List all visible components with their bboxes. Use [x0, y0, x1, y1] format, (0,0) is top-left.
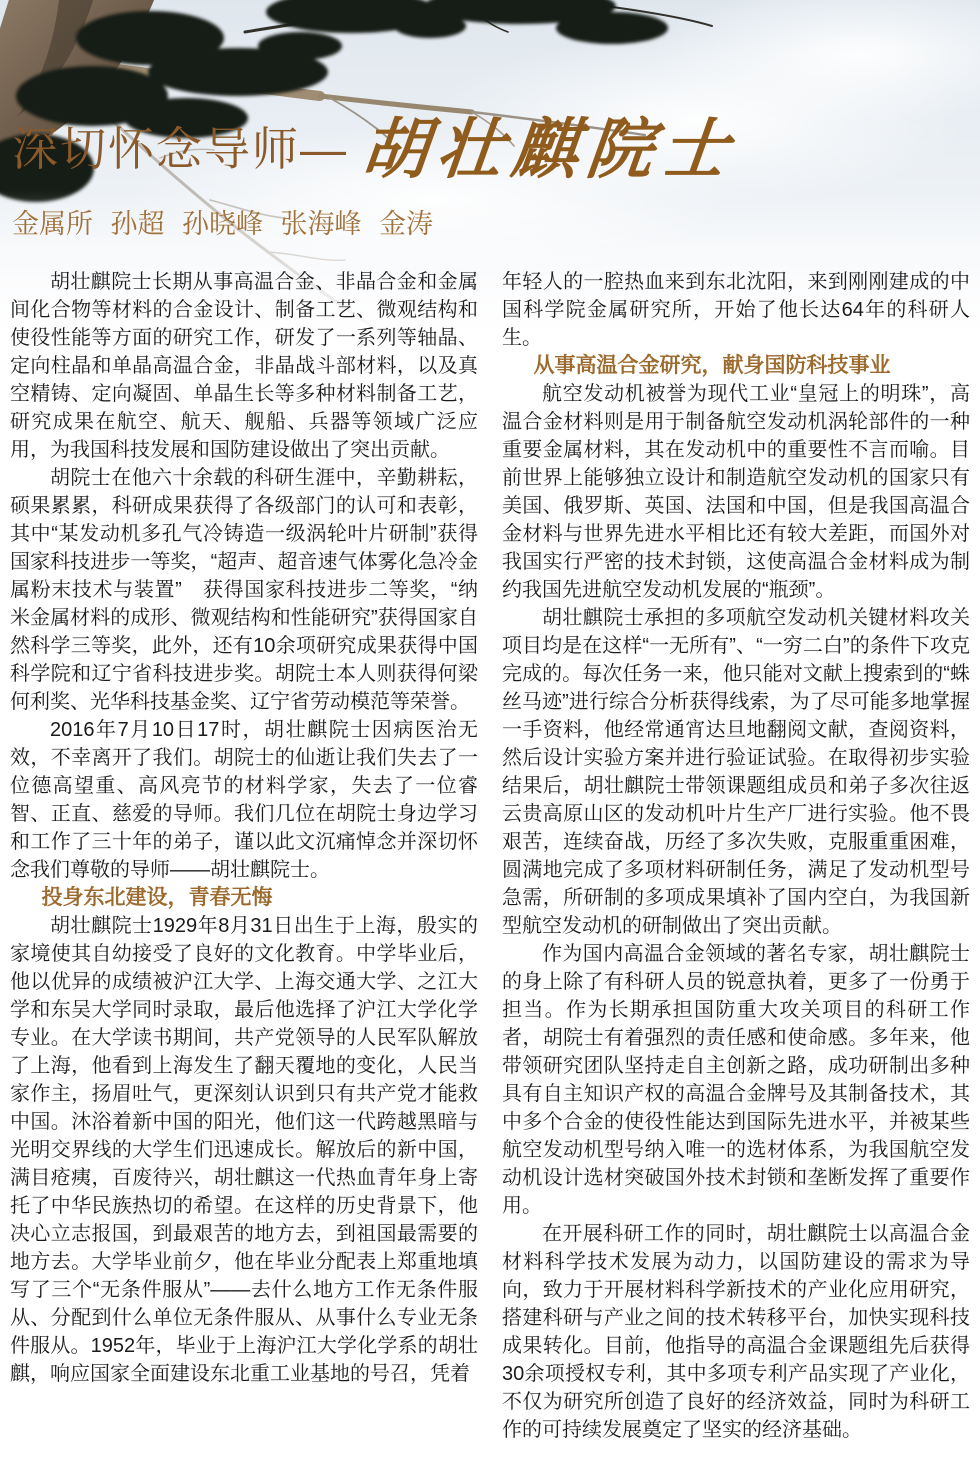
left-column [10, 268, 478, 1444]
paragraph: 航空发动机被誉为现代工业“皇冠上的明珠”，高温合金材料则是用于制备航空发动机涡轮部件的一种重要金属材料，其在发动机中的重要性不言而喻。目前世界上能够独立设计和制造航空发动机的国家只有美国、俄罗斯、英国、法国和中国，但是我国高温合金材料与世界先进水平相比还有较大差距，而国外对我国实行严密的技术封锁，这使高温合金材料成为制约我国先进航空发动机发展的“瓶颈”。 [502, 383, 970, 601]
paragraph: 胡壮麒院士1929年8月31日出生于上海，殷实的家境使其自幼接受了良好的文化教育。中学毕业后，他以优异的成绩被沪江大学、上海交通大学、之江大学和东吴大学同时录取，最后他选择了沪江大学化学专业。在大学读书期间，共产党领导的人民军队解放了上海，他看到上海发生了翻天覆地的变化，人民当家作主，扬眉吐气，更深刻认识到只有共产党才能救中国。沐浴着新中国的阳光，他们这一代跨越黑暗与光明交界线的大学生们迅速成长。解放后的新中国，满目疮痍，百废待兴，胡壮麒这一代热血青年身上寄托了中华民族热切的希望。在这样的历史背景下，他决心立志报国，到最艰苦的地方去，到祖国最需要的地方去。大学毕业前夕，他在毕业分配表上郑重地填写了三个“无条件服从”——去什么地方工作无条件服从、分配到什么单位无条件服从、从事什么专业无条件服从。1952年，毕业于上海沪江大学化学系的胡壮麒，响应国家全面建设东北重工业基地的号召，凭着 [10, 915, 478, 1385]
paragraph-continuation: 年轻人的一腔热血来到东北沈阳，来到刚刚建成的中国科学院金属研究所，开始了他长达64年的科研人生。 [502, 271, 970, 349]
page-title [12, 110, 742, 188]
title-prefix: 深切怀念导师— [12, 123, 348, 175]
section-heading-northeast: 投身东北建设，青春无悔 [41, 886, 273, 909]
paragraph: 在开展科研工作的同时，胡壮麒院士以高温合金材料科学技术发展为动力，以国防建设的需求为导向，致力于开展材料科学新技术的产业化应用研究，搭建科研与产业之间的技术转移平台，加快实现科技成果转化。目前，他指导的高温合金课题组先后获得30余项授权专利，其中多项专利产品实现了产业化，不仅为研究所创造了良好的经济效益，同时为科研工作的可持续发展奠定了坚实的经济基础。 [502, 1223, 970, 1441]
right-column [502, 268, 970, 1444]
paragraph: 作为国内高温合金领域的著名专家，胡壮麒院士的身上除了有科研人员的锐意执着，更多了一份勇于担当。作为长期承担国防重大攻关项目的科研工作者，胡院士有着强烈的责任感和使命感。多年来，他带领研究团队坚持走自主创新之路，成功研制出多种具有自主知识产权的高温合金牌号及其制备技术，其中多个合金的使役性能达到国际先进水平，并被某些航空发动机型号纳入唯一的选材体系，为我国航空发动机设计选材突破国外技术封锁和垄断发挥了重要作用。 [502, 943, 970, 1217]
paragraph: 胡壮麒院士长期从事高温合金、非晶合金和金属间化合物等材料的合金设计、制备工艺、微观结构和使役性能等方面的研究工作，研发了一系列等轴晶、定向柱晶和单晶高温合金，非晶战斗部材料，以及真空精铸、定向凝固、单晶生长等多种材料制备工艺，研究成果在航空、航天、舰船、兵器等领域广泛应用，为我国科技发展和国防建设做出了突出贡献。 [10, 271, 478, 461]
article-body [10, 268, 970, 1444]
paragraph: 2016年7月10日17时，胡壮麒院士因病医治无效，不幸离开了我们。胡院士的仙逝让我们失去了一位德高望重、高风亮节的材料学家，失去了一位睿智、正直、慈爱的导师。我们几位在胡院士身边学习和工作了三十年的弟子，谨以此文沉痛悼念并深切怀念我们尊敬的导师——胡壮麒院士。 [10, 719, 478, 881]
paragraph: 胡壮麒院士承担的多项航空发动机关键材料攻关项目均是在这样“一无所有”、“一穷二白”的条件下攻克完成的。每次任务一来，他只能对文献上搜索到的“蛛丝马迹”进行综合分析获得线索，为了尽可能多地掌握一手资料，他经常通宵达旦地翻阅文献，查阅资料，然后设计实验方案并进行验证试验。在取得初步实验结果后，胡壮麒院士带领课题组成员和弟子多次往返云贵高原山区的发动机叶片生产厂进行实验。他不畏艰苦，连续奋战，历经了多次失败，克服重重困难，圆满地完成了多项材料研制任务，满足了发动机型号急需，所研制的多项成果填补了国内空白，为我国新型航空发动机的研制做出了突出贡献。 [502, 607, 970, 937]
section-heading-superalloy: 从事高温合金研究，献身国防科技事业 [533, 354, 891, 377]
paragraph: 胡院士在他六十余载的科研生涯中，辛勤耕耘，硕果累累，科研成果获得了各级部门的认可和表彰，其中“某发动机多孔气冷铸造一级涡轮叶片研制”获得国家科技进步一等奖，“超声、超音速气体雾化急冷金属粉末技术与装置” 获得国家科技进步二等奖，“纳米金属材料的成形、微观结构和性能研究”获得国家自然科学三等奖，此外，还有10余项研究成果获得中国科学院和辽宁省科技进步奖。胡院士本人则获得何梁何利奖、光华科技基金奖、辽宁省劳动模范等荣誉。 [10, 467, 478, 713]
title-calligraphy-name: 胡壮麒院士 [357, 110, 742, 188]
byline-authors: 金属所 孙超 孙晓峰 张海峰 金涛 [12, 209, 434, 239]
